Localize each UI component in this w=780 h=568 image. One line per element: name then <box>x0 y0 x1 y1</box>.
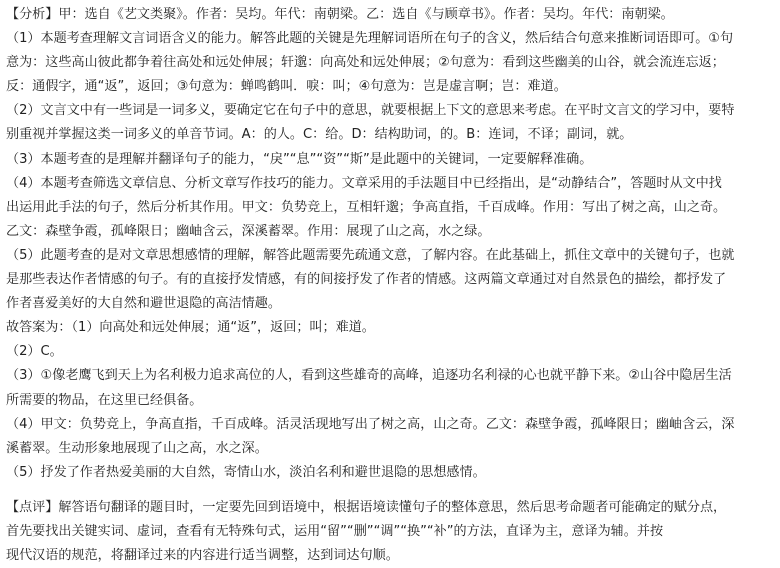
answer-line: （2）C。 <box>6 344 63 360</box>
analysis-line: 出运用此手法的句子，然后分析其作用。甲文：负势竞上，互相轩邈；争高直指，千百成峰。作用：写出了树之高，山之奇。 <box>6 199 727 215</box>
comment-line: 首先要找出关键实词、虚词，查看有无特殊句式，运用“留”“删”“调”“换”“补”的方法，直译为主，意译为辅。并按 <box>6 523 664 539</box>
analysis-line: （2）文言文中有一些词是一词多义，要确定它在句子中的意思，就要根据上下文的意思来考虑。在平时文言文的学习中，要特 <box>6 103 735 119</box>
answer-section <box>6 316 774 485</box>
answer-line: （4）甲文：负势竞上，争高直指，千百成峰。活灵活现地写出了树之高，山之奇。乙文：森壁争霞，孤峰限日；幽岫含云，深 <box>6 416 735 432</box>
analysis-section <box>6 3 774 316</box>
analysis-line: 作者喜爱美好的大自然和避世退隐的高洁情趣。 <box>6 296 281 312</box>
section-spacer <box>6 485 774 496</box>
comment-section <box>6 496 774 568</box>
analysis-line: 反：通假字，通“返”，返回；③句意为：蝉鸣鹤叫．唳：叫；④句意为：岂是虚言啊；岂：难道。 <box>6 79 567 95</box>
answer-line: （5）抒发了作者热爱美丽的大自然，寄情山水，淡泊名利和避世退隐的思想感情。 <box>6 464 486 480</box>
analysis-line: 是那些表达作者情感的句子。有的直接抒发情感，有的间接抒发了作者的情感。这两篇文章通过对自然景色的描绘，都抒发了 <box>6 272 727 288</box>
analysis-line: （1）本题考查理解文言词语含义的能力。解答此题的关键是先理解词语所在句子的含义，然后结合句意来推断词语即可。①句 <box>6 31 734 47</box>
analysis-line: （4）本题考查筛选文章信息、分析文章写作技巧的能力。文章采用的手法题目中已经指出，是“动静结合”，答题时从文中找 <box>6 175 722 191</box>
analysis-line: 意为：这些高山彼此都争着往高处和远处伸展；轩邈：向高处和远处伸展；②句意为：看到这些幽美的山谷，就会流连忘返； <box>6 55 725 71</box>
analysis-line: 乙文：森壁争霞，孤峰限日；幽岫含云，深溪蓄翠。作用：展现了山之高，水之绿。 <box>6 223 491 239</box>
comment-line: 【点评】解答语句翻译的题目时，一定要先回到语境中，根据语境读懂句子的整体意思，然后思考命题者可能确定的赋分点， <box>6 499 727 515</box>
answer-line: （3）①像老鹰飞到天上为名利极力追求高位的人，看到这些雄奇的高峰，追逐功名利禄的心也就平静下来。②山谷中隐居生活 <box>6 368 732 384</box>
analysis-line: （3）本题考查的是理解并翻译句子的能力，“戾”“息”“资”“斯”是此题中的关键词，一定要解释准确。 <box>6 151 593 167</box>
analysis-line: 【分析】甲：选自《艺文类聚》。作者：吴均。年代：南朝梁。乙：选自《与顾章书》。作者：吴均。年代：南朝梁。 <box>6 7 674 22</box>
comment-line: 现代汉语的规范，将翻译过来的内容进行适当调整，达到词达句顺。 <box>6 548 399 564</box>
answer-line: 故答案为：（1）向高处和远处伸展；通“返”，返回；叫；难道。 <box>6 320 375 336</box>
answer-line: 所需要的物品，在这里已经俱备。 <box>6 392 203 408</box>
analysis-line: （5）此题考查的是对文章思想感情的理解，解答此题需要先疏通文意，了解内容。在此基础上，抓住文章中的关键句子，也就 <box>6 247 735 263</box>
answer-line: 溪蓄翠。生动形象地展现了山之高，水之深。 <box>6 440 268 456</box>
analysis-line: 别重视并掌握这类一词多义的单音节词。A：的人。C：给。D：结构助词，的。B：连词，不译；副词，就。 <box>6 127 633 143</box>
